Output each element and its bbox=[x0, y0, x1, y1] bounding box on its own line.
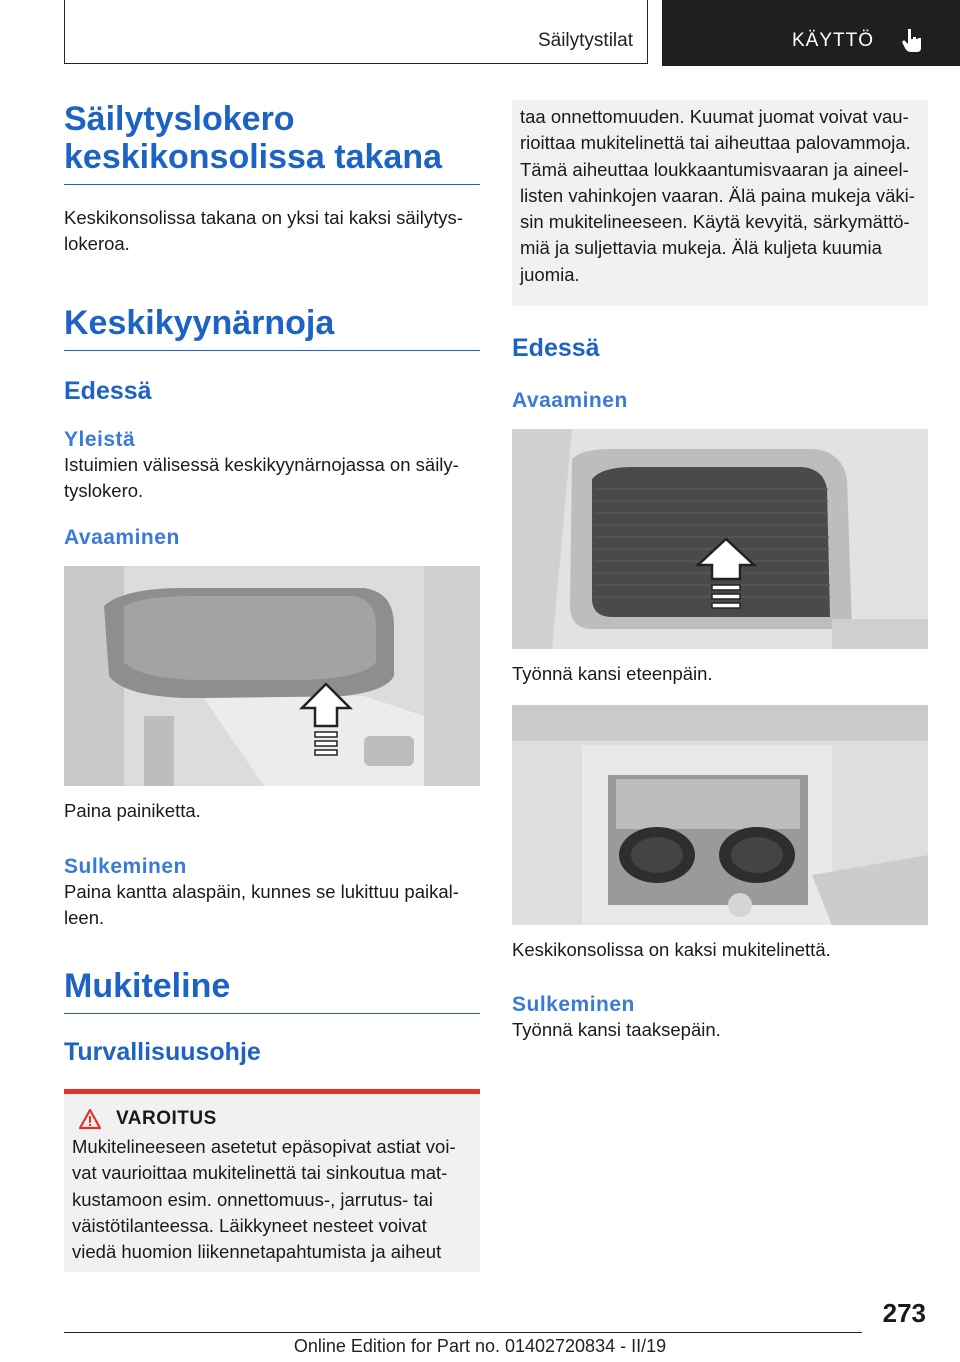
paragraph-rear-console-storage: Keskikonsolissa takana on yksi tai kaksi säilytyslokeroa. bbox=[64, 207, 463, 255]
subheading-front: Edessä bbox=[512, 333, 600, 362]
heading-cupholder: Mukiteline bbox=[64, 967, 231, 1006]
subheading-opening: Avaaminen bbox=[64, 526, 180, 550]
heading-rule bbox=[64, 350, 480, 351]
subheading-front: Edessä bbox=[64, 376, 152, 405]
warning-text-continued: taa onnettomuuden. Kuumat juomat voivat vaurioittaa mukitelinettä tai aiheuttaa palovammoja. Tämä aiheuttaa loukkaantumisvaaran ja aineellisten vahinkojen vaaran. Älä paina mukeja väkisin mukitelineeseen. Käytä kevyitä, särkymättömiä ja suljettavia mukeja. Älä kuljeta kuumia juomia. bbox=[520, 106, 915, 285]
caption-two-cupholders: Keskikonsolissa on kaksi mukitelinettä. bbox=[512, 939, 831, 961]
caption-press-button: Paina painiketta. bbox=[64, 800, 201, 822]
subheading-general: Yleistä bbox=[64, 427, 136, 451]
pointing-hand-icon bbox=[898, 26, 926, 54]
warning-box bbox=[64, 1089, 480, 1271]
heading-rule bbox=[64, 184, 480, 185]
warning-title-row bbox=[78, 1108, 472, 1130]
subheading-closing: Sulkeminen bbox=[64, 854, 187, 878]
warning-triangle-icon bbox=[78, 1108, 102, 1130]
cupholders-photo bbox=[512, 705, 928, 925]
section-header-box bbox=[64, 0, 648, 64]
section-title: Säilytystilat bbox=[537, 30, 633, 51]
subheading-safety: Turvallisuusohje bbox=[64, 1038, 261, 1067]
footer-rule bbox=[64, 1332, 862, 1333]
caption-push-cover: Työnnä kansi eteenpäin. bbox=[512, 662, 713, 684]
page-header bbox=[0, 0, 960, 66]
paragraph-general: Istuimien välisessä keskikyynärnojassa on säilytyslokero. bbox=[64, 453, 459, 502]
warning-text: Mukitelineeseen asetetut epäsopivat astiat voivat vaurioittaa mukitelinettä tai sinkoutua matkustamoon esim. onnettomuus-, jarrutus- tai väistötilanteessa. Läikkyneet nesteet voivat viedä huomion liikennetapahtumista ja aiheut bbox=[72, 1136, 456, 1263]
warning-box-continued bbox=[512, 100, 928, 306]
heading-armrest: Keskikyynärnoja bbox=[64, 303, 335, 342]
heading-rear-console-storage: Säilytyslokero keskikonsolissa takana bbox=[64, 100, 443, 177]
paragraph-closing: Työnnä kansi taaksepäin. bbox=[512, 1019, 721, 1041]
armrest-photo bbox=[64, 566, 480, 786]
subheading-closing: Sulkeminen bbox=[512, 993, 635, 1017]
left-column bbox=[64, 100, 480, 1272]
chapter-tab[interactable] bbox=[662, 0, 960, 66]
warning-title: VAROITUS bbox=[116, 1108, 217, 1130]
edition-footer: Online Edition for Part no. 01402720834 - II/19 bbox=[293, 1336, 667, 1356]
cupholder-cover-photo bbox=[512, 429, 928, 649]
subheading-opening: Avaaminen bbox=[512, 388, 628, 412]
right-column bbox=[512, 100, 928, 1044]
chapter-tab-label: KÄYTTÖ bbox=[792, 30, 875, 51]
page-number: 273 bbox=[882, 1298, 926, 1328]
paragraph-closing: Paina kantta alaspäin, kunnes se lukittuu paikalleen. bbox=[64, 880, 459, 928]
heading-rule bbox=[64, 1013, 480, 1014]
